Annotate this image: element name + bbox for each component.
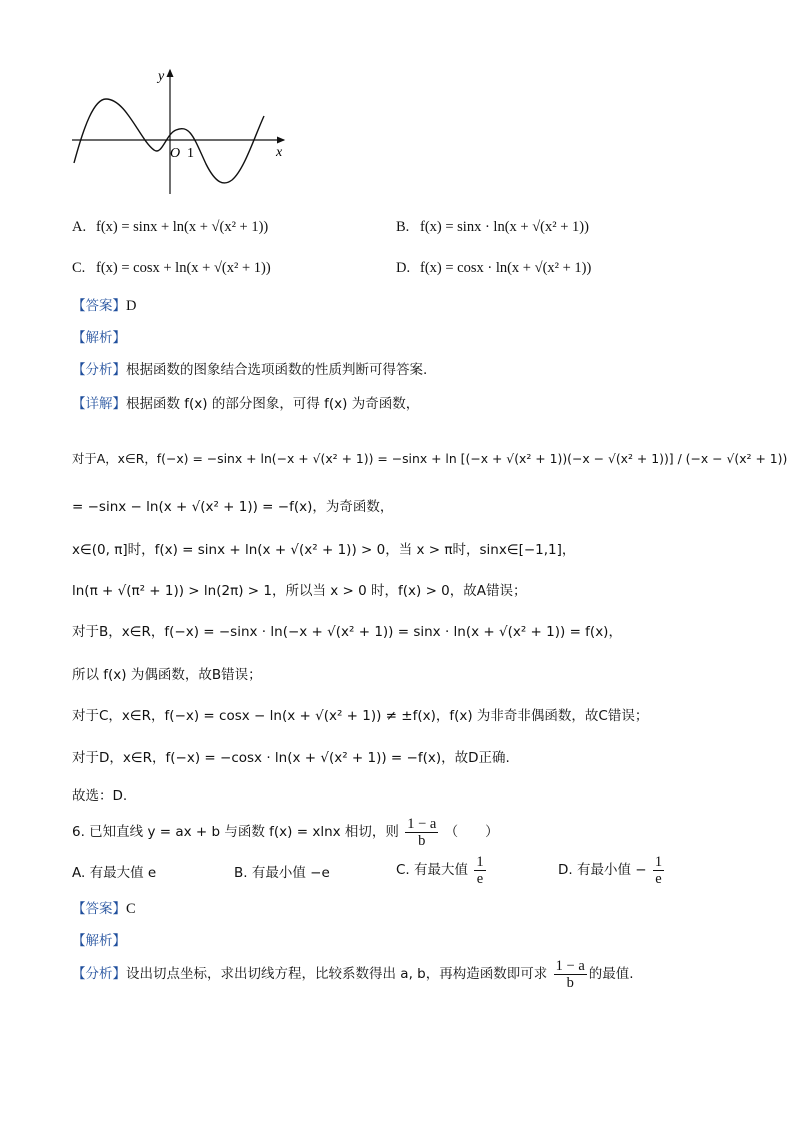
q5-option-a-expr: f(x) = sinx + ln(x + √(x² + 1)) (96, 219, 269, 235)
q5-option-c: C. (72, 260, 86, 276)
q5-line-a: 对于A，x∈R，f(−x) = −sinx + ln(−x + √(x² + 1)) = −sinx + ln [(−x + √(x² + 1))(−x − √(x² + 1))] / (−x − √(x² + 1)) (72, 451, 788, 466)
q5-line-d: 对于D，x∈R，f(−x) = −cosx · ln(x + √(x² + 1)) = −f(x)，故D正确. (72, 750, 510, 766)
answer-value: C (126, 901, 136, 917)
q6-fenxi (72, 956, 634, 992)
q6-stem-text: 6. 已知直线 y = ax + b 与函数 f(x) = xlnx 相切，则 (72, 824, 399, 840)
q6-jiexi-tag: 【解析】 (72, 933, 126, 949)
fraction-denominator: b (418, 832, 426, 849)
q6-option-d-text: D. 有最小值 − (558, 862, 647, 878)
q5-option-b: B. (396, 219, 410, 235)
y-axis-label: y (158, 69, 165, 84)
q6-stem (72, 814, 499, 850)
q5-jiexi-tag: 【解析】 (72, 330, 126, 346)
fenxi-text: 设出切点坐标，求出切线方程，比较系数得出 a, b，再构造函数即可求 (126, 966, 548, 982)
q6-stem-paren: （ ） (444, 824, 499, 840)
answer-value: D (126, 298, 137, 314)
answer-tag: 【答案】 (72, 298, 126, 314)
q6-option-d-fraction (653, 854, 664, 887)
q5-line-a-ineq: ln(π + √(π² + 1)) > ln(2π) > 1，所以当 x > 0 时，f(x) > 0，故A错误； (72, 583, 527, 599)
fenxi-tag: 【分析】 (72, 362, 126, 378)
fenxi-tag: 【分析】 (72, 966, 126, 982)
fraction-numerator: 1 − a (407, 815, 437, 832)
fraction-denominator: e (476, 870, 484, 887)
fenxi-text-end: 的最值. (588, 966, 634, 982)
q5-line-b-concl: 所以 f(x) 为偶函数，故B错误； (72, 667, 262, 683)
q6-option-a: A. 有最大值 e (72, 865, 157, 881)
fraction-numerator: 1 − a (555, 957, 585, 974)
q5-line-a-domain: x∈(0, π]时，f(x) = sinx + ln(x + √(x² + 1)) > 0，当 x > π时，sinx∈[−1,1]， (72, 542, 576, 558)
q6-fenxi-fraction (554, 958, 587, 991)
x-axis-label: x (276, 145, 283, 160)
function-graph (66, 64, 296, 199)
q5-option-a: A. (72, 219, 87, 235)
q5-option-b-expr: f(x) = sinx · ln(x + √(x² + 1)) (420, 219, 589, 235)
q5-option-d-expr: f(x) = cosx · ln(x + √(x² + 1)) (420, 260, 592, 276)
xiangjie-tag: 【详解】 (72, 396, 126, 412)
q6-answer (72, 900, 136, 918)
q5-conclusion: 故选：D. (72, 788, 128, 804)
q6-stem-fraction (405, 816, 438, 849)
q6-option-c (396, 852, 488, 888)
q6-option-d (558, 852, 666, 888)
tick-label-1: 1 (187, 146, 194, 161)
fraction-denominator: e (655, 870, 662, 887)
q5-line-b: 对于B，x∈R，f(−x) = −sinx · ln(−x + √(x² + 1)) = sinx · ln(x + √(x² + 1)) = f(x)， (72, 624, 622, 640)
fraction-numerator: 1 (476, 853, 484, 870)
q5-line-a-cont: = −sinx − ln(x + √(x² + 1)) = −f(x)，为奇函数， (72, 499, 394, 515)
q5-xiangjie (72, 395, 419, 413)
q5-option-d: D. (396, 260, 411, 276)
curve (74, 99, 264, 183)
q5-line-c: 对于C，x∈R，f(−x) = cosx − ln(x + √(x² + 1)) ≠ ±f(x)，f(x) 为非奇非偶函数，故C错误； (72, 708, 649, 724)
q5-answer (72, 297, 136, 315)
answer-tag: 【答案】 (72, 901, 126, 917)
fenxi-text: 根据函数的图象结合选项函数的性质判断可得答案. (126, 362, 428, 378)
origin-label: O (170, 146, 181, 161)
q6-option-c-text: C. 有最大值 (396, 862, 469, 878)
q6-option-b: B. 有最小值 −e (234, 865, 330, 881)
q5-option-c-expr: f(x) = cosx + ln(x + √(x² + 1)) (96, 260, 271, 276)
fraction-numerator: 1 (654, 853, 663, 870)
xiangjie-text: 根据函数 f(x) 的部分图象，可得 f(x) 为奇函数， (126, 396, 420, 412)
q6-option-c-fraction (474, 854, 485, 887)
fraction-denominator: b (566, 974, 574, 991)
q5-fenxi (72, 361, 427, 379)
